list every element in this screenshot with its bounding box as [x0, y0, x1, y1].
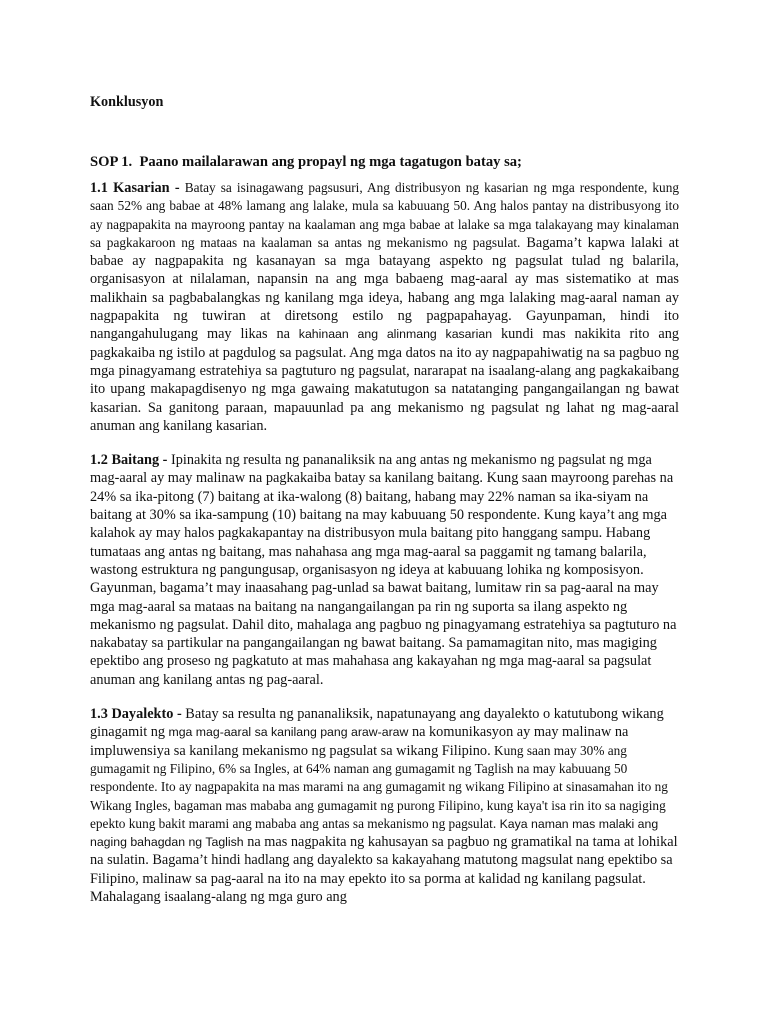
section-text: na mas nagpakita ng kahusayan sa pagbuo ng gramatikal na tama at lohikal na sulatin. Bagama’t hindi hadlang ang dayalekto sa kakayahang matutong magsulat nang epektibo sa Filipino, malinaw sa pag-aaral na ito na may epekto ito sa porma at kalidad ng kanilang pagsulat. Mahalagang isaalang-alang ng mga guro ang — [90, 834, 678, 905]
section-label: 1.2 Baitang - — [90, 452, 168, 469]
document-heading: Konklusyon — [90, 94, 164, 110]
section-label: 1.1 Kasarian - — [90, 180, 180, 196]
section-baitang — [90, 451, 679, 689]
section-dayalekto — [90, 705, 679, 906]
section-text: Kaya naman mas malaki ang naging bahagdan ng Taglish — [90, 816, 659, 850]
section-text: Batay sa isinagawang pagsusuri, Ang distribusyon ng kasarian ng mga respondente, kung saan 52% ang babae at 48% lamang ang lalake, mula sa kabuuang 50. Ang halos pantay na distribusyong ito ay nagpapakita na mayroong pantay na kaalaman ang mga babae at lalake sa mga talakayang may kinalaman sa pagkakaroon ng mataas na kaalaman sa antas ng mekanismo ng pagsulat. — [90, 180, 679, 250]
sop-question: SOP 1. Paano mailalarawan ang propayl ng mga tagatugon batay sa; — [90, 154, 522, 170]
section-text: kundi mas nakikita rito ang pagkakaiba ng istilo at pagdulog sa pagsulat. Ang mga datos na ito ay nagpapahiwatig na sa pagbuo ng mga pinagyamang estratehiya sa pagtuturo ng pagsulat, nararapat na isaalang-alang ang pagkakaibang ito upang makapagdisenyo ng mga gawaing makatutugon sa natatanging pangangailangan ng bawat kasarian. Sa ganitong paraan, mapauunlad pa ang mekanismo ng pagsulat ng lahat ng mag-aaral anuman ang kanilang kasarian. — [90, 326, 679, 434]
section-text: mga mag-aaral sa kanilang pang araw-araw — [165, 725, 409, 740]
section-text: Bagama’t kapwa lalaki at babae ay nagpapakita ng kasanayan sa mga batayang aspekto ng pagsulat tulad ng balarila, organisasyon at nilalaman, napansin na ang mga babaeng mag-aaral ay mas sistematiko at mas malikhain sa pagbabalangkas ng kanilang mga ideya, habang ang mga lalaking mag-aaral naman ay nagpapakita ng tuwiran at diretsong estilo ng pagpapahayag. Gayunpaman, hindi ito nangangahulugang may likas na — [90, 234, 679, 343]
section-label: 1.3 Dayalekto - — [90, 706, 182, 723]
section-text: Kung saan may 30% ang gumagamit ng Filipino, 6% sa Ingles, at 64% naman ang gumagamit ng Taglish na may kabuuang 50 respondente. Ito ay nagpapakita na mas marami na ang gumagamit ng wikang Filipino at sinasamahan ito ng Wikang Ingles, bagaman mas mababa ang gumagamit ng purong Filipino, kung kaya't isa rin ito sa nagiging epekto kung bakit marami ang mababa ang antas sa mekanismo ng pagsulat. — [90, 742, 668, 831]
section-text: kahinaan ang alinmang kasarian — [290, 327, 493, 342]
section-kasarian — [90, 179, 679, 435]
section-text: Batay sa resulta ng pananaliksik, napatunayang ang dayalekto o katutubong wikang ginagamit ng — [90, 706, 664, 741]
section-text: na komunikasyon ay may malinaw na impluwensiya sa kanilang mekanismo ng pagsulat sa wikang Filipino. — [90, 724, 629, 759]
section-text: Ipinakita ng resulta ng pananaliksik na ang antas ng mekanismo ng pagsulat ng mga mag-aaral ay may malinaw na pagkakaiba batay sa kanilang baitang. Kung saan mayroong parehas na 24% sa ika-pitong (7) baitang at ika-walong (8) baitang, habang may 22% naman sa ika-siyam na baitang at 30% sa ika-sampung (10) baitang na may kabuuang 50 respondente. Kung kaya’t ang mga kalahok ay may halos pagkakapantay na distribusyon mula baitang pito hanggang sampu. Habang tumataas ang antas ng baitang, mas nahahasa ang mga mag-aaral sa paggamit ng tamang balarila, wastong estruktura ng pangungusap, organisasyon ng ideya at kabuuang lohika ng komposisyon. Gayunman, bagama’t may inaasahang pag-unlad sa bawat baitang, lumitaw rin sa pag-aaral na may mga mag-aaral sa mataas na baitang na nangangailangan pa rin ng suporta sa ilang aspekto ng mekanismo ng pagsulat. Dahil dito, mahalaga ang pagbuo ng pinagyamang estratehiya sa pagtuturo na nakabatay sa partikular na pangangailangan ng bawat baitang. Sa pamamagitan nito, mas magiging epektibo ang proseso ng pagkatuto at mas mahahasa ang kakayahan ng mga mag-aaral sa pagsulat anuman ang kanilang antas ng pag-aaral. — [90, 452, 677, 688]
